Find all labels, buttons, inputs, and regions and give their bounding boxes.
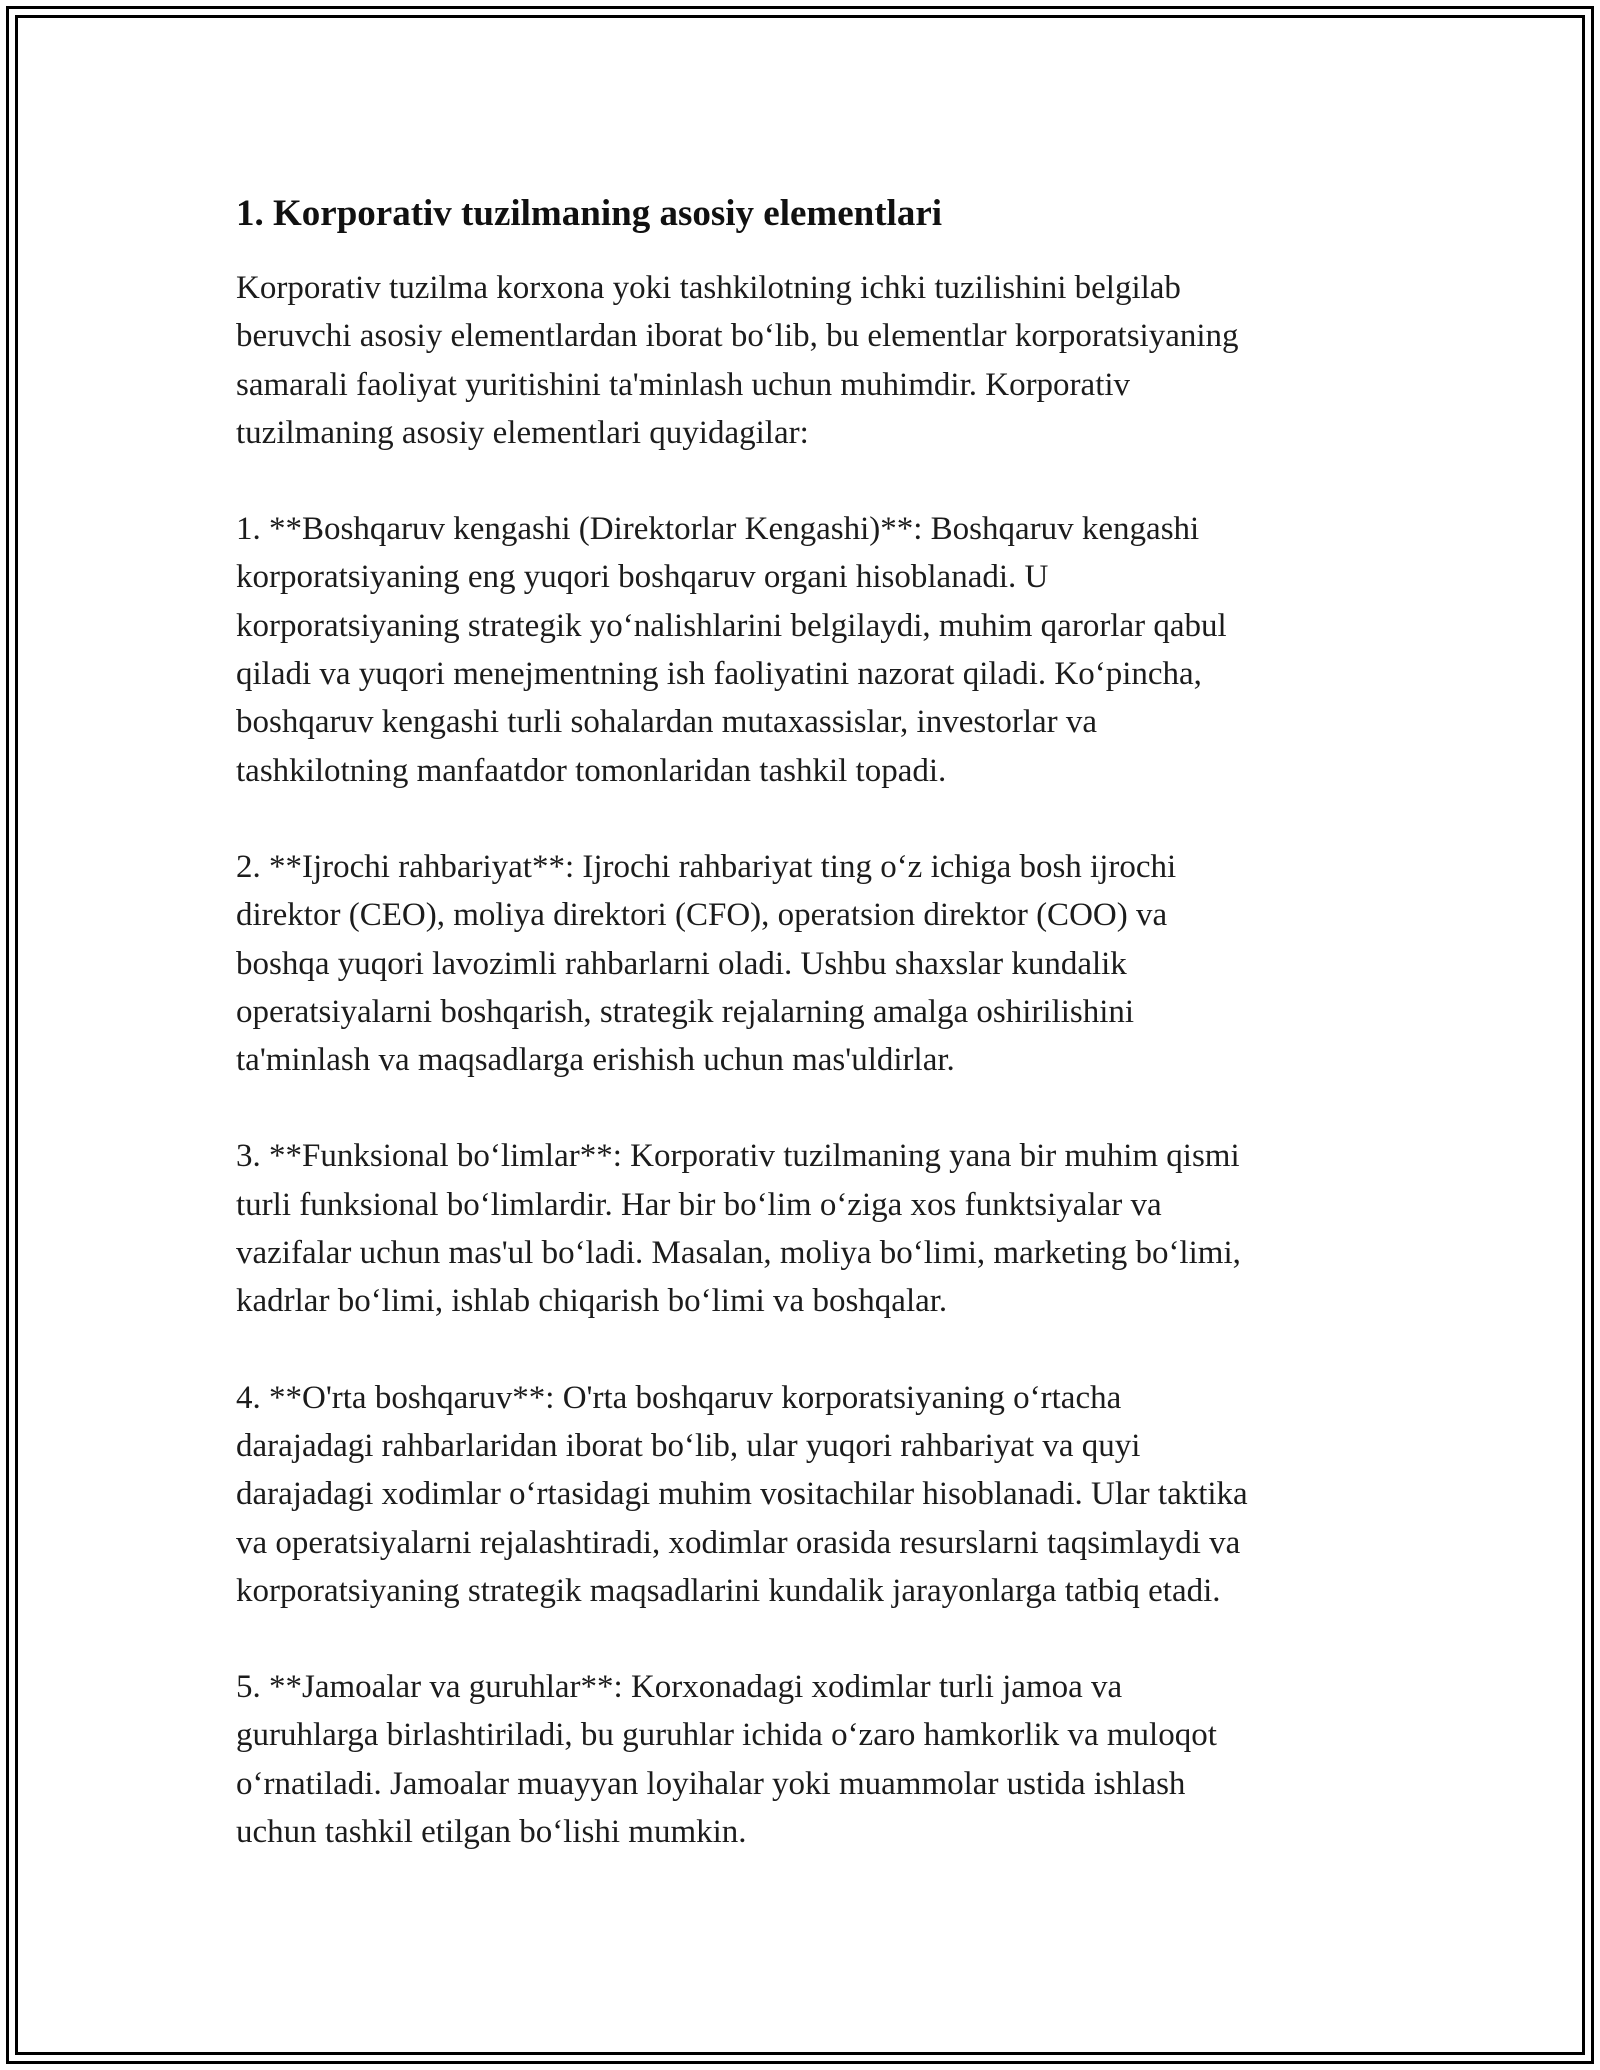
- text-line: 4. **O'rta boshqaruv**: O'rta boshqaruv korporatsiyaning o‘rtacha: [236, 1379, 1122, 1416]
- text-line: qiladi va yuqori menejmentning ish faoliyatini nazorat qiladi. Ko‘pincha,: [236, 656, 1202, 693]
- list-item-executive-management: [236, 843, 1366, 1084]
- text-line: korporatsiyaning eng yuqori boshqaruv organi hisoblanadi. U: [236, 559, 1049, 596]
- list-item-teams-and-groups: [236, 1663, 1366, 1856]
- text-line: samarali faoliyat yuritishini ta'minlash uchun muhimdir. Korporativ: [236, 366, 1131, 403]
- intro-paragraph: [236, 264, 1366, 457]
- list-item-middle-management: [236, 1374, 1366, 1615]
- text-line: va operatsiyalarni rejalashtiradi, xodimlar orasida resurslarni taqsimlaydi va: [236, 1524, 1241, 1561]
- text-line: direktor (CEO), moliya direktori (CFO), operatsion direktor (COO) va: [236, 897, 1168, 934]
- text-line: Korporativ tuzilma korxona yoki tashkilotning ichki tuzilishini belgilab: [236, 270, 1181, 306]
- list-item-functional-departments: [236, 1132, 1366, 1325]
- text-line: korporatsiyaning strategik yo‘nalishlarini belgilaydi, muhim qarorlar qabul: [236, 607, 1227, 644]
- text-line: boshqa yuqori lavozimli rahbarlarni oladi. Ushbu shaxslar kundalik: [236, 945, 1127, 982]
- section-heading: 1. Korporativ tuzilmaning asosiy elementlari: [236, 193, 943, 234]
- text-line: ta'minlash va maqsadlarga erishish uchun mas'uldirlar.: [236, 1042, 955, 1079]
- text-line: 2. **Ijrochi rahbariyat**: Ijrochi rahbariyat ting o‘z ichiga bosh ijrochi: [236, 848, 1177, 885]
- text-line: turli funksional bo‘limlardir. Har bir bo‘lim o‘ziga xos funktsiyalar va: [236, 1186, 1162, 1223]
- text-line: 1. **Boshqaruv kengashi (Direktorlar Kengashi)**: Boshqaruv kengashi: [236, 511, 1200, 548]
- text-line: tashkilotning manfaatdor tomonlaridan tashkil topadi.: [236, 752, 947, 789]
- list-item-board-of-directors: [236, 505, 1366, 795]
- text-line: o‘rnatiladi. Jamoalar muayyan loyihalar yoki muammolar ustida ishlash: [236, 1765, 1186, 1802]
- text-line: darajadagi xodimlar o‘rtasidagi muhim vositachilar hisoblanadi. Ular taktika: [236, 1476, 1248, 1513]
- text-line: uchun tashkil etilgan bo‘lishi mumkin.: [236, 1814, 747, 1851]
- text-line: 3. **Funksional bo‘limlar**: Korporativ tuzilmaning yana bir muhim qismi: [236, 1138, 1240, 1175]
- text-line: operatsiyalarni boshqarish, strategik rejalarning amalga oshirilishini: [236, 993, 1135, 1030]
- document-body: [236, 186, 1366, 1904]
- text-line: 5. **Jamoalar va guruhlar**: Korxonadagi xodimlar turli jamoa va: [236, 1669, 1123, 1706]
- text-line: tuzilmaning asosiy elementlari quyidagilar:: [236, 414, 809, 451]
- text-line: korporatsiyaning strategik maqsadlarini kundalik jarayonlarga tatbiq etadi.: [236, 1572, 1221, 1609]
- text-line: beruvchi asosiy elementlardan iborat bo‘lib, bu elementlar korporatsiyaning: [236, 318, 1239, 355]
- text-line: boshqaruv kengashi turli sohalardan mutaxassislar, investorlar va: [236, 704, 1098, 741]
- text-line: kadrlar bo‘limi, ishlab chiqarish bo‘limi va boshqalar.: [236, 1283, 948, 1320]
- text-line: darajadagi rahbarlaridan iborat bo‘lib, ular yuqori rahbariyat va quyi: [236, 1427, 1141, 1464]
- text-line: guruhlarga birlashtiriladi, bu guruhlar ichida o‘zaro hamkorlik va muloqot: [236, 1717, 1217, 1754]
- text-line: vazifalar uchun mas'ul bo‘ladi. Masalan, moliya bo‘limi, marketing bo‘limi,: [236, 1235, 1241, 1272]
